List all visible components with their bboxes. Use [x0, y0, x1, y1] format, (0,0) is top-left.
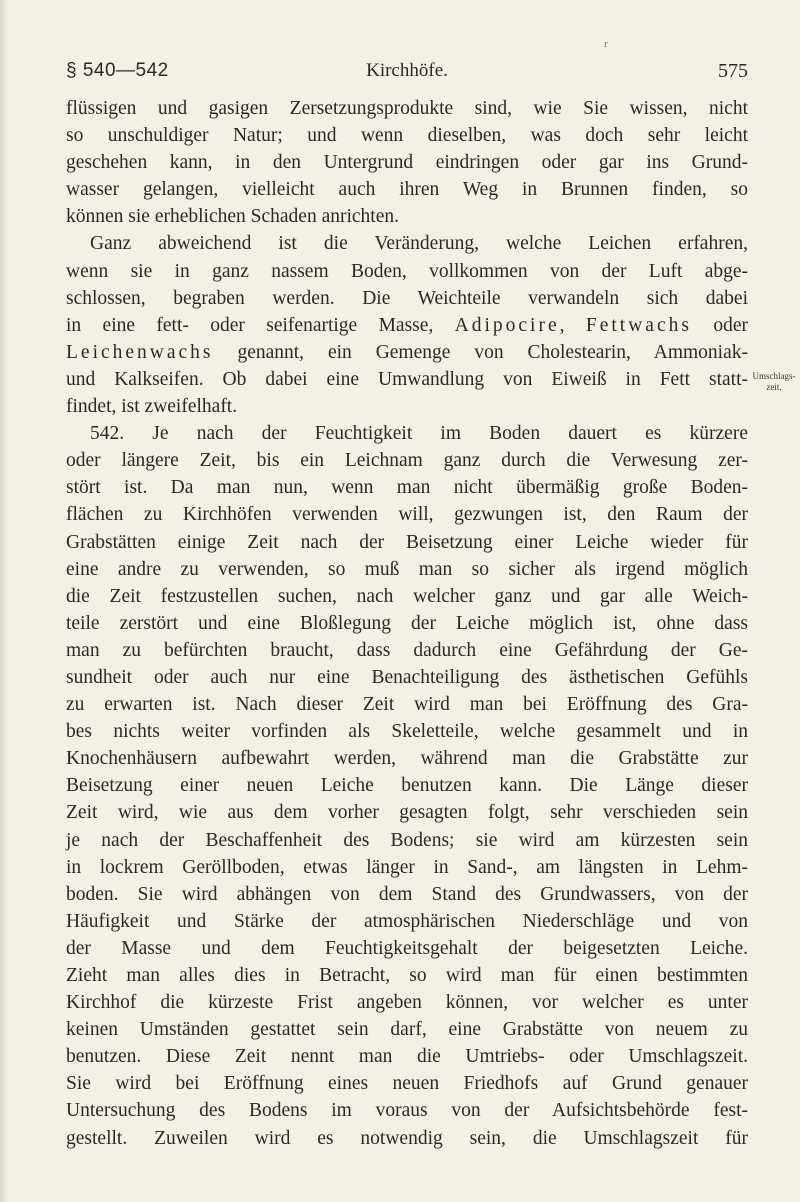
- text-line: eine andre zu verwenden, so muß man so sicher als irgend möglich: [66, 558, 748, 580]
- text-line: findet, ist zweifelhaft.: [66, 396, 238, 418]
- text-line: Sie wird bei Eröffnung eines neuen Friedhofs auf Grund genauer: [66, 1073, 748, 1095]
- paragraph-start-line: 542. Je nach der Feuchtigkeit im Boden dauert es kürzere: [90, 423, 748, 445]
- text-line: und Kalkseifen. Ob dabei eine Umwandlung von Eiweiß in Fett statt-: [66, 368, 748, 390]
- text-line: keinen Umständen gestattet sein darf, eine Grabstätte von neuem zu: [66, 1019, 748, 1041]
- ink-mark: r: [604, 38, 608, 50]
- running-header: [66, 60, 748, 88]
- text-line: können sie erheblichen Schaden anrichten.: [66, 206, 399, 228]
- margin-note-line: Umschlags-: [752, 371, 796, 381]
- text-line-with-terms: [66, 312, 748, 339]
- text-line: gestellt. Zuweilen wird es notwendig sein, die Umschlagszeit für: [66, 1127, 748, 1149]
- text-line: Kirchhof die kürzeste Frist angeben können, vor welcher es unter: [66, 992, 748, 1014]
- text-line: Untersuchung des Bodens im voraus von der Aufsichtsbehörde fest-: [66, 1100, 748, 1122]
- term-fettwachs: Fettwachs: [585, 314, 692, 336]
- text-line: flächen zu Kirchhöfen verwenden will, gezwungen ist, den Raum der: [66, 504, 748, 526]
- line-prefix: in eine fett- oder seifenartige Masse,: [66, 314, 455, 336]
- margin-note-line: zeit.: [766, 382, 782, 392]
- text-line: benutzen. Diese Zeit nennt man die Umtriebs- oder Umschlagszeit.: [66, 1046, 748, 1068]
- text-line: wenn sie in ganz nassem Boden, vollkommen von der Luft abge-: [66, 260, 748, 282]
- text-line: in lockrem Geröllboden, etwas länger in Sand-, am längsten in Lehm-: [66, 856, 748, 878]
- text-line: wasser gelangen, vielleicht auch ihren Weg in Brunnen finden, so: [66, 179, 748, 201]
- text-line: boden. Sie wird abhängen von dem Stand des Grundwassers, von der: [66, 883, 748, 905]
- text-line: Grabstätten einige Zeit nach der Beisetzung einer Leiche wieder für: [66, 531, 748, 553]
- text-line: so unschuldiger Natur; und wenn dieselben, was doch sehr leicht: [66, 125, 748, 147]
- text-line: je nach der Beschaffenheit des Bodens; sie wird am kürzesten sein: [66, 829, 748, 851]
- text-line: Häufigkeit und Stärke der atmosphärischen Niederschläge und von: [66, 910, 748, 932]
- text-line: die Zeit festzustellen suchen, nach welcher ganz und gar alle Weich-: [66, 585, 748, 607]
- text-line: bes nichts weiter vorfinden als Skeletteile, welche gesammelt und in: [66, 721, 748, 743]
- text-line: Knochenhäusern aufbewahrt werden, während man die Grabstätte zur: [66, 748, 748, 770]
- text-line: sundheit oder auch nur eine Benachteiligung des ästhetischen Gefühls: [66, 666, 748, 688]
- text-line: stört ist. Da man nun, wenn man nicht übermäßig große Boden-: [66, 477, 748, 499]
- comma: ,: [559, 314, 586, 336]
- text-line: man zu befürchten braucht, dass dadurch eine Gefährdung der Ge-: [66, 639, 748, 661]
- text-line: flüssigen und gasigen Zersetzungsprodukte sind, wie Sie wissen, nicht: [66, 98, 748, 119]
- section-range: § 540—542: [66, 60, 169, 81]
- line-suffix: oder: [691, 314, 748, 336]
- running-title: Kirchhöfe.: [366, 60, 448, 81]
- page-number: 575: [718, 60, 748, 82]
- text-line: teile zerstört und eine Bloßlegung der Leiche möglich ist, ohne dass: [66, 612, 748, 634]
- text-line: Zieht man alles dies in Betracht, so wird man für einen bestimmten: [66, 965, 748, 986]
- page-binding-edge: [0, 0, 10, 1202]
- text-line: Beisetzung einer neuen Leiche benutzen kann. Die Länge dieser: [66, 775, 748, 797]
- paragraph-start-line: Ganz abweichend ist die Veränderung, welche Leichen erfahren,: [90, 233, 748, 255]
- term-leichenwachs: Leichenwachs: [66, 341, 214, 363]
- text-line: Zeit wird, wie aus dem vorher gesagten folgt, sehr verschieden sein: [66, 802, 748, 824]
- text-line: oder längere Zeit, bis ein Leichnam ganz durch die Verwesung zer-: [66, 450, 748, 472]
- line-suffix: genannt, ein Gemenge von Cholestearin, Ammoniak-: [213, 341, 748, 363]
- text-line: der Masse und dem Feuchtigkeitsgehalt der beigesetzten Leiche.: [66, 937, 748, 959]
- term-adipocire: Adipocire: [454, 314, 560, 336]
- text-line: zu erwarten ist. Nach dieser Zeit wird man bei Eröffnung des Gra-: [66, 694, 748, 716]
- text-line: schlossen, begraben werden. Die Weichteile verwandeln sich dabei: [66, 287, 748, 309]
- body-text: [66, 95, 748, 1152]
- text-line-with-terms: [66, 339, 748, 366]
- text-line: geschehen kann, in den Untergrund eindringen oder gar ins Grund-: [66, 152, 748, 174]
- margin-note: [750, 371, 798, 393]
